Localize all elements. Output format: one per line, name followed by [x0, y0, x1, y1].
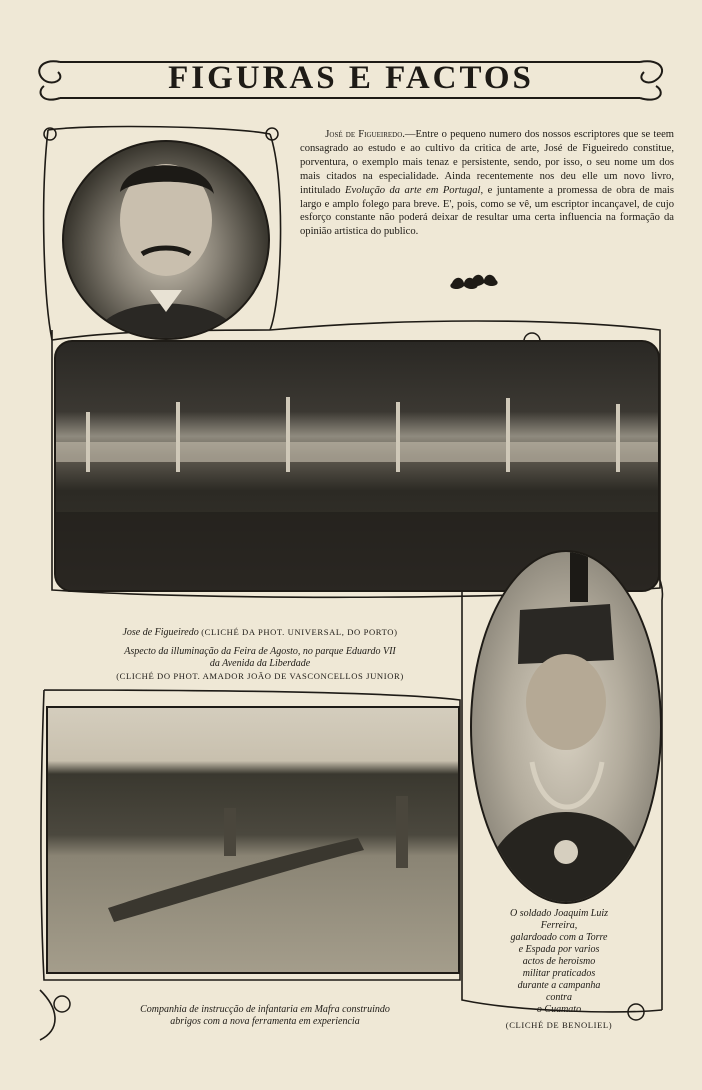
bio-part2: , e juntamente a promessa de obra de mais largo e amplo folego para breve. E', pois, como se vê, um escriptor incançavel, de cujo esforço constante não poderá deixar de resultar uma certa influencia na formação da opinião artistica do publico. [300, 184, 674, 238]
soldado-line8: contra [545, 992, 573, 1003]
bio-name: José de Figueiredo [325, 129, 403, 140]
soldado-credit-text: (CLICHÉ DE BENOLIEL) [505, 1020, 613, 1030]
bio-part1: .—Entre o pequeno numero dos nossos escriptores que se teem consagrado ao estudo e ao cultivo da critica de arte, José de Figueiredo constitue, porventura, o exemplo mais tenaz e persistente, sendo, por isso, o seu nome um dos mais citados na especialidade. Ainda recentemente nos deu elle um novo livro, intitulado [300, 129, 675, 196]
feira-caption [40, 646, 480, 682]
soldado-caption [470, 908, 648, 1016]
soldier-silhouette-icon [472, 552, 660, 902]
soldado-line2: Ferreira, [540, 920, 578, 931]
mafra-line2: abrigos com a nova ferramenta em experiencia [170, 1016, 360, 1027]
figueiredo-bio-text [300, 128, 674, 239]
soldado-portrait-photo [470, 550, 662, 904]
mafra-line1: Companhia de instrucção de infantaria em Mafra construindo [140, 1004, 390, 1015]
figueiredo-caption-credit: (CLICHÉ DA PHOT. UNIVERSAL, DO PORTO) [201, 627, 398, 637]
soldado-line9: o Cuamato [536, 1004, 582, 1015]
figueiredo-caption [60, 626, 460, 639]
bio-book-title: Evolução da arte em Portugal [345, 184, 481, 196]
soldiers-field-icon [48, 708, 458, 972]
feira-caption-line2: da Avenida da Liberdade [209, 658, 311, 669]
soldado-line3: galardoado com a Torre [510, 932, 608, 943]
portrait-silhouette-icon [64, 142, 268, 338]
page-title: FIGURAS E FACTOS [168, 60, 534, 96]
mafra-infantaria-photo [46, 706, 460, 974]
feira-caption-line1: Aspecto da illuminação da Feira de Agosto, no parque Eduardo VII [124, 646, 396, 657]
soldado-line1: O soldado Joaquim Luiz [509, 908, 609, 919]
soldado-credit [470, 1019, 648, 1032]
mafra-caption [80, 1004, 450, 1028]
soldado-line6: militar praticados [522, 968, 596, 979]
soldado-line7: durante a campanha [517, 980, 601, 991]
figueiredo-caption-name: Jose de Figueiredo [122, 627, 199, 638]
soldado-line4: e Espada por varios [518, 944, 600, 955]
figueiredo-portrait-photo [62, 140, 270, 340]
soldado-line5: actos de heroismo [522, 956, 596, 967]
feira-caption-credit: (CLICHÉ DO PHOT. AMADOR JOÃO DE VASCONCELLOS JUNIOR) [116, 671, 404, 681]
